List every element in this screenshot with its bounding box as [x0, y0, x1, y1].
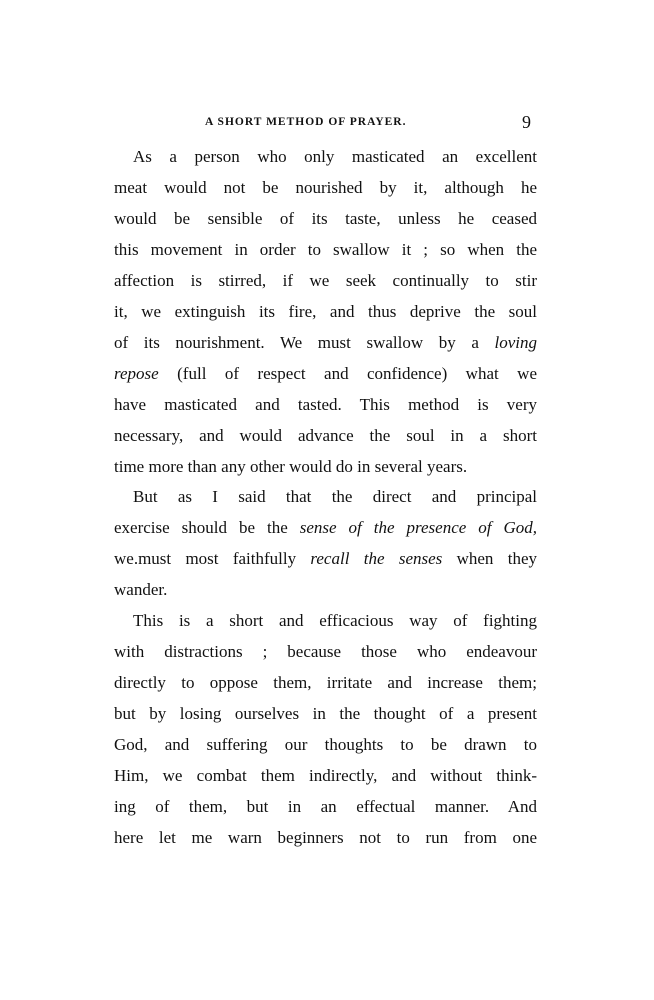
- text-segment: necessary, and would advance the soul in a short: [114, 426, 537, 445]
- text-line: [114, 178, 537, 198]
- text-line: [114, 735, 537, 755]
- text-line: [114, 209, 537, 229]
- text-line: [114, 642, 537, 662]
- running-title: A SHORT METHOD OF PRAYER.: [205, 116, 407, 128]
- text-segment: this movement in order to swallow it ; so when the: [114, 240, 537, 259]
- text-segment: we.must most faithfully: [114, 549, 311, 568]
- text-line: [114, 333, 537, 353]
- text-line: [114, 364, 537, 384]
- text-line: [114, 518, 537, 538]
- text-line: [114, 457, 537, 477]
- text-segment: directly to oppose them, irritate and increase them;: [114, 673, 537, 692]
- text-segment: God, and suffering our thoughts to be drawn to: [114, 735, 537, 754]
- text-line: [114, 828, 537, 848]
- text-line: [114, 580, 537, 600]
- text-segment: but by losing ourselves in the thought of a present: [114, 704, 537, 723]
- text-segment: meat would not be nourished by it, although he: [114, 178, 537, 197]
- text-segment: (full of respect and confidence) what we: [158, 364, 537, 383]
- text-segment: of its nourishment. We must swallow by a: [114, 333, 495, 352]
- italic-text: sense of the presence of God,: [299, 518, 537, 537]
- italic-text: repose: [114, 364, 159, 383]
- text-segment: wander.: [114, 580, 168, 599]
- text-line: [114, 704, 537, 724]
- text-segment: here let me warn beginners not to run from one: [114, 828, 537, 847]
- text-segment: exercise should be the: [114, 518, 300, 537]
- text-line: [114, 766, 537, 786]
- text-segment: time more than any other would do in several years.: [114, 457, 468, 476]
- text-segment: have masticated and tasted. This method is very: [114, 395, 537, 414]
- text-line: [114, 302, 537, 322]
- text-segment: But as I said that the direct and principal: [133, 487, 537, 506]
- text-line: [114, 797, 537, 817]
- text-line: [114, 611, 537, 631]
- text-segment: would be sensible of its taste, unless he ceased: [114, 209, 537, 228]
- text-segment: Him, we combat them indirectly, and without think-: [114, 766, 537, 785]
- text-line: [114, 271, 537, 291]
- page-number: 9: [522, 112, 531, 132]
- text-segment: As a person who only masticated an excellent: [133, 147, 537, 166]
- text-line: [114, 395, 537, 415]
- text-segment: affection is stirred, if we seek continually to stir: [114, 271, 537, 290]
- text-segment: This is a short and efficacious way of fighting: [133, 611, 537, 630]
- text-line: [114, 487, 537, 507]
- text-line: [114, 426, 537, 446]
- italic-text: loving: [494, 333, 537, 352]
- text-segment: when they: [442, 549, 537, 568]
- text-line: [114, 147, 537, 167]
- italic-text: recall the senses: [310, 549, 443, 568]
- text-segment: with distractions ; because those who endeavour: [114, 642, 537, 661]
- text-segment: ing of them, but in an effectual manner. And: [114, 797, 537, 816]
- text-line: [114, 549, 537, 569]
- text-segment: it, we extinguish its fire, and thus deprive the soul: [114, 302, 537, 321]
- text-line: [114, 673, 537, 693]
- text-line: [114, 240, 537, 260]
